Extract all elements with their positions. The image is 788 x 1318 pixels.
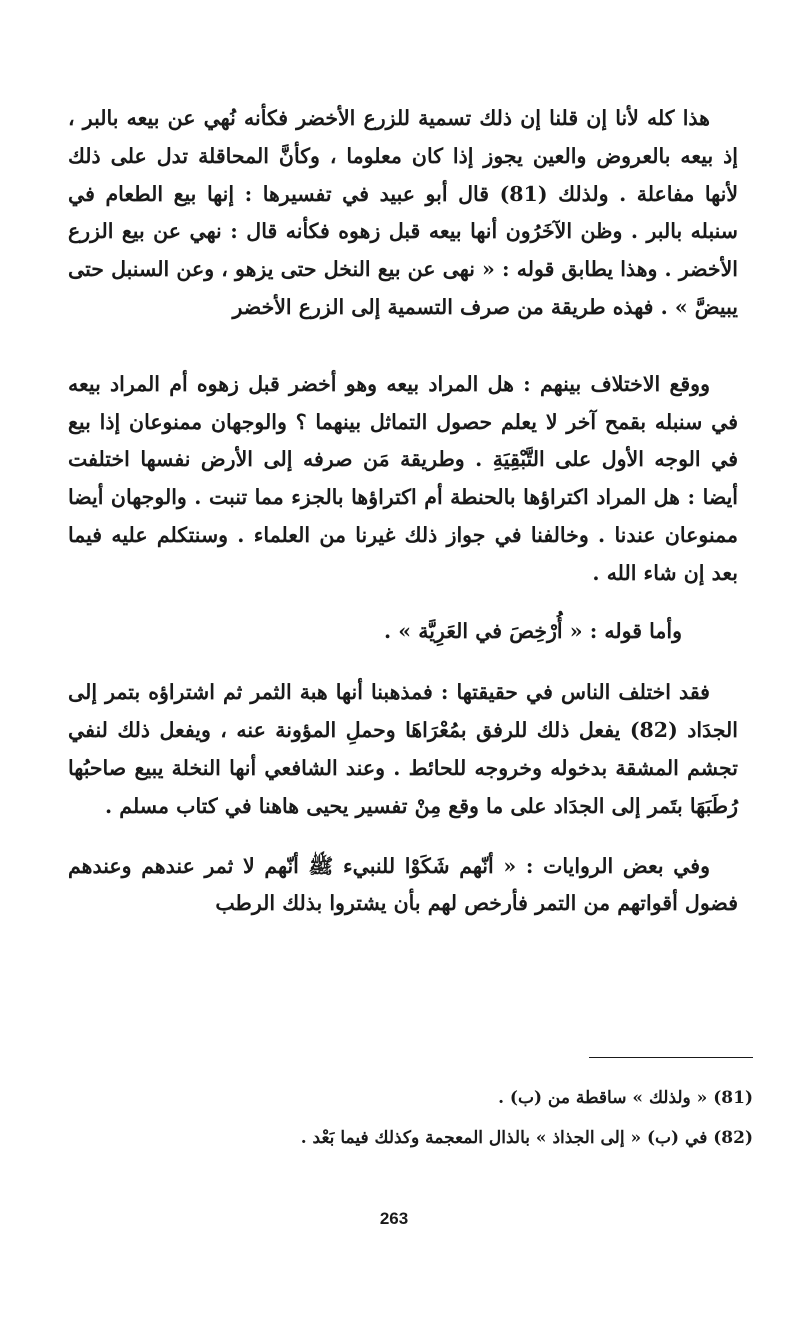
paragraph-1: هذا كله لأنا إن قلنا إن ذلك تسمية للزرع الأخضر فكأنه نُهي عن بيعه بالبر ، إذ بيعه بالعروض والعين يجوز إذا كان معلوما ، وكأنَّ المحاقلة تدل على ذلك لأنها مفاعلة . ولذلك (81) قال أبو عبيد في تفسيرها : إنها بيع الطعام في سنبله بالبر . وظن الآخَرُون أنها بيعه قبل زهوه فكأنه قال : نهي عن بيع الزرع الأخضر . وهذا يطابق قوله : « نهى عن بيع النخل حتى يزهو ، وعن السنبل حتى يبيضَّ » . فهذه طريقة من صرف التسمية إلى الزرع الأخضر [68, 106, 739, 319]
footnote-divider [589, 1057, 753, 1058]
paragraph-4: فقد اختلف الناس في حقيقتها : فمذهبنا أنها هبة الثمر ثم اشتراؤه بتمر إلى الجدَاد (82) يفعل ذلك للرفق بمُعْرَاهَا وحملِ المؤونة عنه ، ويفعل ذلك لنفي تجشم المشقة بدخوله وخروجه للحائط . وعند الشافعي أنها النخلة يبيع صاحبُها رُطَبَهَا بتَمر إلى الجدَاد على ما وقع مِنْ تفسير يحيى هاهنا في كتاب مسلم . [68, 680, 738, 818]
footnote-82: (82) في (ب) « إلى الجذاذ » بالذال المعجمة وكذلك فيما بَعْد . [300, 1128, 753, 1148]
paragraph-3: وأما قوله : « أُرْخِصَ في العَرِيَّة » . [384, 618, 682, 643]
page-number: 263 [379, 1209, 409, 1228]
main-text [68, 100, 738, 923]
footnotes [68, 1078, 753, 1158]
paragraph-5: وفي بعض الروايات : « أنّهم شَكَوْا للنبيء ﷺ أنّهم لا ثمر عندهم وعندهم فضول أقواتهم من التمر فأرخص لهم بأن يشتروا بذلك الرطب [68, 853, 738, 916]
paragraph-2: ووقع الاختلاف بينهم : هل المراد بيعه وهو أخضر قبل زهوه أم المراد بيعه في سنبله بقمح آخر لا يعلم حصول التماثل بينهما ؟ والوجهان ممنوعان إذا بيع في الوجه الأول على التَّبْقِيَةِ . وطريقة مَن صرفه إلى الأرض نفسها اختلفت أيضا : هل المراد اكتراؤها بالحنطة أم اكتراؤها بالجزء مما تنبت . والوجهان أيضا ممنوعان عندنا . وخالفنا في جواز ذلك غيرنا من العلماء . وسنتكلم عليه فيما بعد إن شاء الله . [68, 371, 738, 585]
footnote-81: (81) « ولذلك » ساقطة من (ب) . [498, 1088, 753, 1108]
